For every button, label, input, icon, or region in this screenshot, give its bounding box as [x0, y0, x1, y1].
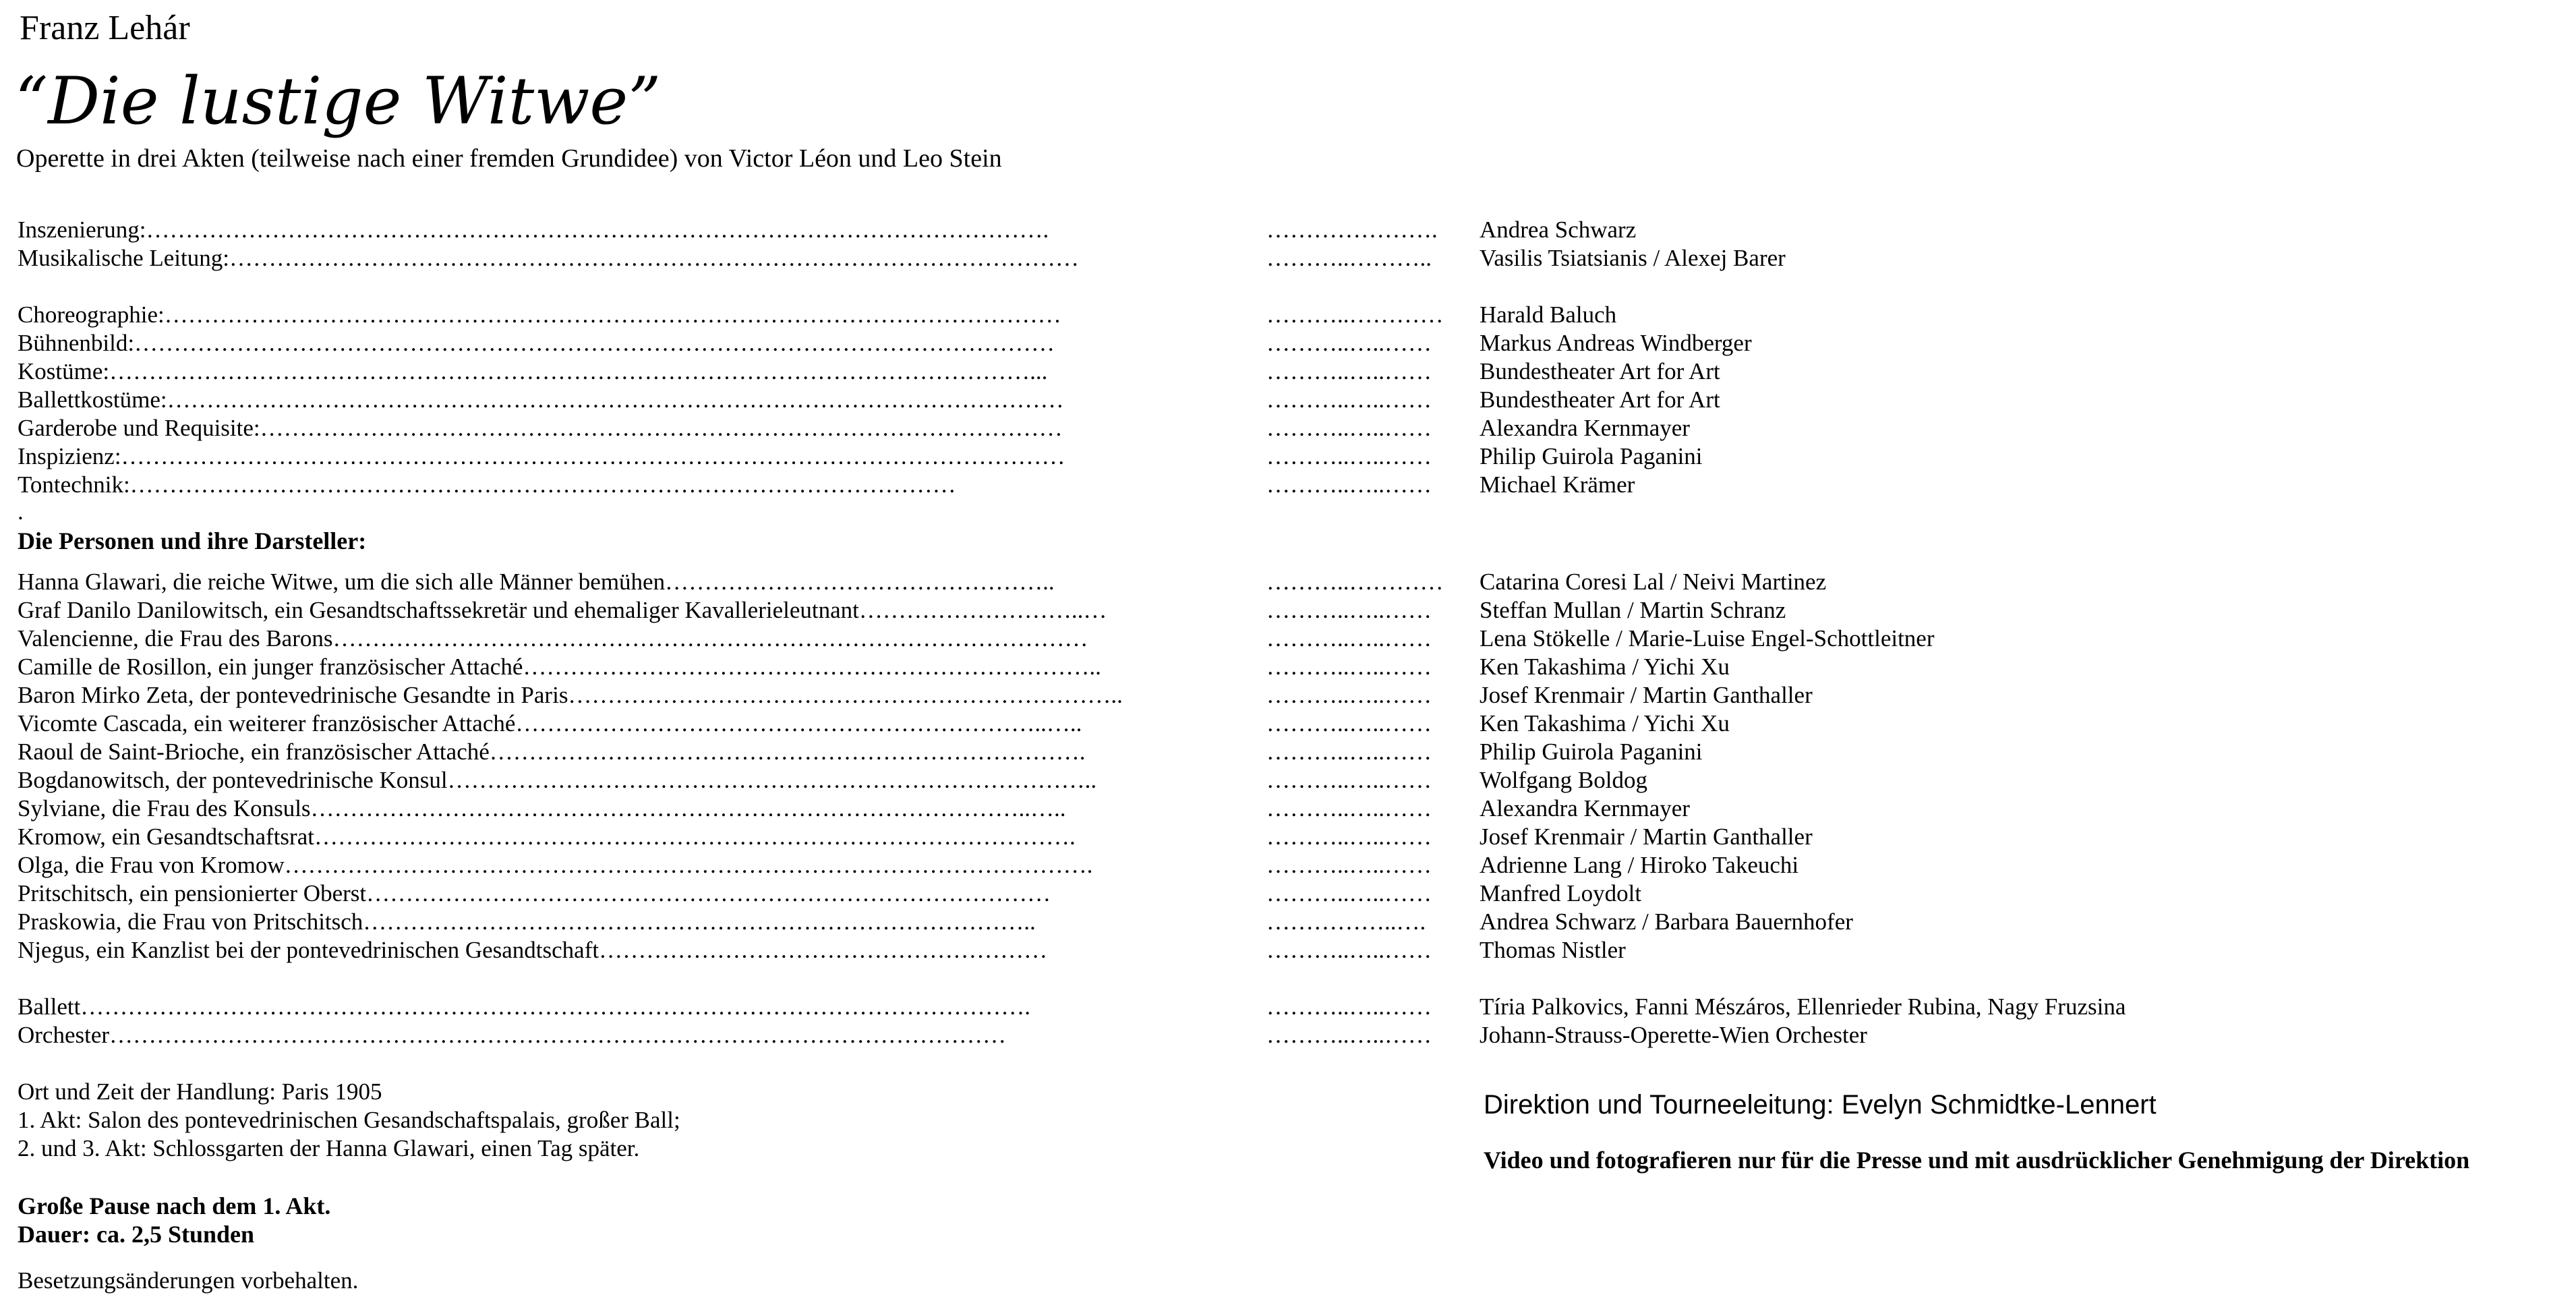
cast-row — [0, 851, 2576, 879]
role-label: Raoul de Saint-Brioche, ein französischer Attaché…………………………………………………………………. — [18, 739, 1086, 765]
cast-row — [0, 596, 2576, 625]
role-label: Graf Danilo Danilowitsch, ein Gesandtschaftssekretär und ehemaliger Kavallerieleutnant………………………..… — [18, 597, 1107, 623]
role-label: Njegus, ein Kanzlist bei der pontevedrinischen Gesandtschaft………………………………………………… — [18, 937, 1048, 963]
performer-names: Ken Takashima / Yichi Xu — [1480, 710, 1730, 737]
credit-leader-dots: ………..………… — [1266, 301, 1444, 328]
credit-value: Andrea Schwarz — [1480, 216, 1637, 243]
cast-row — [0, 681, 2576, 710]
credit-label: Inszenierung:……………………………………………………………………………………………………. — [18, 216, 1049, 243]
performer-names: Philip Guirola Paganini — [1480, 739, 1703, 765]
credit-label: Garderobe und Requisite:………………………………………………………………………………………… — [18, 415, 1063, 441]
setting-act-2-3: 2. und 3. Akt: Schlossgarten der Hanna Glawari, einen Tag später. — [18, 1135, 640, 1161]
pause-info: Große Pause nach dem 1. Akt. — [18, 1192, 331, 1219]
performer-names: Adrienne Lang / Hiroko Takeuchi — [1480, 852, 1799, 878]
role-label: Vicomte Cascada, ein weiterer französischer Attaché…………………………………………………………..….. — [18, 710, 1082, 737]
cast-row — [0, 823, 2576, 851]
performer-names: Josef Krenmair / Martin Ganthaller — [1480, 682, 1813, 708]
cast-row — [0, 710, 2576, 738]
credit-row-inspizienz — [0, 442, 2576, 471]
role-label: Praskowia, die Frau von Pritschitsch………………………………………………………………………….. — [18, 908, 1036, 935]
cast-row — [0, 879, 2576, 908]
direction-credit: Direktion und Tourneeleitung: Evelyn Schmidtke-Lennert — [1484, 1090, 2157, 1120]
cast-row — [0, 568, 2576, 596]
credit-leader-dots: ………..…..…… — [1266, 1022, 1432, 1048]
credit-row-inszenierung — [0, 216, 2576, 244]
role-leader-dots: ………..………… — [1266, 569, 1444, 595]
cast-change-note: Besetzungsänderungen vorbehalten. — [18, 1267, 359, 1294]
credit-row-garderobe — [0, 414, 2576, 442]
credit-label: Orchester…………………………………………………………………………………………………… — [18, 1022, 1007, 1048]
operetta-title: “Die lustige Witwe” — [15, 63, 662, 139]
performer-names: Andrea Schwarz / Barbara Bauernhofer — [1480, 908, 1853, 935]
performer-names: Catarina Coresi Lal / Neivi Martinez — [1480, 569, 1827, 595]
composer-name: Franz Lehár — [20, 9, 190, 47]
credit-label: Tontechnik:…………………………………………………………………………………………… — [18, 471, 956, 498]
role-label: Camille de Rosillon, ein junger französischer Attaché……………………………………………………………….. — [18, 654, 1101, 680]
cast-row — [0, 795, 2576, 823]
credit-value: Alexandra Kernmayer — [1480, 415, 1690, 441]
credit-row-ballettkostueme — [0, 386, 2576, 414]
credit-label: Inspizienz:………………………………………………………………………………………………………… — [18, 443, 1065, 469]
role-leader-dots: ………..…..…… — [1266, 682, 1432, 708]
credit-row-musikalische-leitung — [0, 244, 2576, 272]
credit-value: Johann-Strauss-Operette-Wien Orchester — [1480, 1022, 1867, 1048]
duration-info: Dauer: ca. 2,5 Stunden — [18, 1221, 255, 1248]
credit-leader-dots: ………..…..…… — [1266, 993, 1432, 1020]
credit-row-choreographie — [0, 301, 2576, 329]
credit-value: Markus Andreas Windberger — [1480, 330, 1752, 356]
setting-act-1: 1. Akt: Salon des pontevedrinischen Gesandschaftspalais, großer Ball; — [18, 1107, 680, 1133]
credit-leader-dots: ………..…..…… — [1266, 330, 1432, 356]
credit-label: Bühnenbild:……………………………………………………………………………………………………… — [18, 330, 1055, 356]
performer-names: Steffan Mullan / Martin Schranz — [1480, 597, 1786, 623]
role-label: Pritschitsch, ein pensionierter Oberst…………………………………………………………………………… — [18, 880, 1051, 906]
role-label: Sylviane, die Frau des Konsuls………………………………………………………………………………..….. — [18, 795, 1066, 821]
credit-label: Musikalische Leitung:……………………………………………………………………………………………… — [18, 245, 1079, 271]
role-leader-dots: ………..…..…… — [1266, 767, 1432, 793]
credit-row-orchester — [0, 1021, 2576, 1049]
video-photo-notice: Video und fotografieren nur für die Presse und mit ausdrücklicher Genehmigung der Direktion — [1484, 1147, 2470, 1174]
cast-row — [0, 908, 2576, 936]
performer-names: Josef Krenmair / Martin Ganthaller — [1480, 824, 1813, 850]
cast-row — [0, 936, 2576, 964]
credit-value: Vasilis Tsiatsianis / Alexej Barer — [1480, 245, 1786, 271]
role-leader-dots: ………..…..…… — [1266, 710, 1432, 737]
credit-label: Choreographie:…………………………………………………………………………………………………… — [18, 301, 1061, 328]
credit-value: Bundestheater Art for Art — [1480, 386, 1720, 413]
performer-names: Lena Stökelle / Marie-Luise Engel-Schottleitner — [1480, 625, 1935, 652]
credit-leader-dots: ………..…..…… — [1266, 471, 1432, 498]
role-label: Hanna Glawari, die reiche Witwe, um die sich alle Männer bemühen………………………………………….. — [18, 569, 1055, 595]
cast-heading: Die Personen und ihre Darsteller: — [18, 527, 367, 554]
role-label: Bogdanowitsch, der pontevedrinische Konsul……………………………………………………………………….. — [18, 767, 1097, 793]
credit-label: Ballettkostüme:…………………………………………………………………………………………………… — [18, 386, 1064, 413]
credit-value: Bundestheater Art for Art — [1480, 358, 1720, 384]
role-label: Baron Mirko Zeta, der pontevedrinische Gesandte in Paris…………………………………………………………….. — [18, 682, 1123, 708]
role-leader-dots: ………..…..…… — [1266, 597, 1432, 623]
performer-names: Wolfgang Boldog — [1480, 767, 1647, 793]
role-leader-dots: ………..…..…… — [1266, 739, 1432, 765]
role-leader-dots: ………..…..…… — [1266, 625, 1432, 652]
credit-label: Kostüme:………………………………………………………………………………………………………... — [18, 358, 1048, 384]
cast-row — [0, 653, 2576, 681]
performer-names: Manfred Loydolt — [1480, 880, 1642, 906]
role-leader-dots: ………..…..…… — [1266, 795, 1432, 821]
operetta-subtitle: Operette in drei Akten (teilweise nach einer fremden Grundidee) von Victor Léon und Leo Stein — [16, 144, 1002, 173]
credit-value: Harald Baluch — [1480, 301, 1617, 328]
role-leader-dots: ………..…..…… — [1266, 824, 1432, 850]
separator-dot: . — [18, 498, 24, 525]
credit-label: Ballett…………………………………………………………………………………………………………. — [18, 993, 1031, 1020]
role-leader-dots: ………..…..…… — [1266, 852, 1432, 878]
cast-row — [0, 738, 2576, 766]
role-label: Olga, die Frau von Kromow…………………………………………………………………………………………. — [18, 852, 1093, 878]
credit-leader-dots: ………..…..…… — [1266, 415, 1432, 441]
role-leader-dots: ………..…..…… — [1266, 937, 1432, 963]
cast-row — [0, 766, 2576, 795]
credit-value: Michael Krämer — [1480, 471, 1635, 498]
credit-value: Philip Guirola Paganini — [1480, 443, 1703, 469]
credit-row-ballett — [0, 993, 2576, 1021]
credit-leader-dots: ………..……….. — [1266, 245, 1432, 271]
role-label: Kromow, ein Gesandtschaftsrat……………………………………………………………………………………. — [18, 824, 1076, 850]
cast-row — [0, 625, 2576, 653]
role-label: Valencienne, die Frau des Barons…………………………………………………………………………………… — [18, 625, 1088, 652]
role-leader-dots: ……………..…. — [1266, 908, 1426, 935]
role-leader-dots: ………..…..…… — [1266, 654, 1432, 680]
credit-leader-dots: ………..…..…… — [1266, 443, 1432, 469]
performer-names: Thomas Nistler — [1480, 937, 1626, 963]
credit-row-tontechnik — [0, 471, 2576, 499]
credit-row-buehnenbild — [0, 329, 2576, 357]
setting-place-time: Ort und Zeit der Handlung: Paris 1905 — [18, 1078, 382, 1105]
role-leader-dots: ………..…..…… — [1266, 880, 1432, 906]
credit-leader-dots: …………………. — [1266, 216, 1438, 243]
credit-row-kostueme — [0, 357, 2576, 386]
credit-leader-dots: ………..…..…… — [1266, 358, 1432, 384]
credit-leader-dots: ………..…..…… — [1266, 386, 1432, 413]
performer-names: Ken Takashima / Yichi Xu — [1480, 654, 1730, 680]
performer-names: Alexandra Kernmayer — [1480, 795, 1690, 821]
credit-value: Tíria Palkovics, Fanni Mészáros, Ellenrieder Rubina, Nagy Fruzsina — [1480, 993, 2126, 1020]
